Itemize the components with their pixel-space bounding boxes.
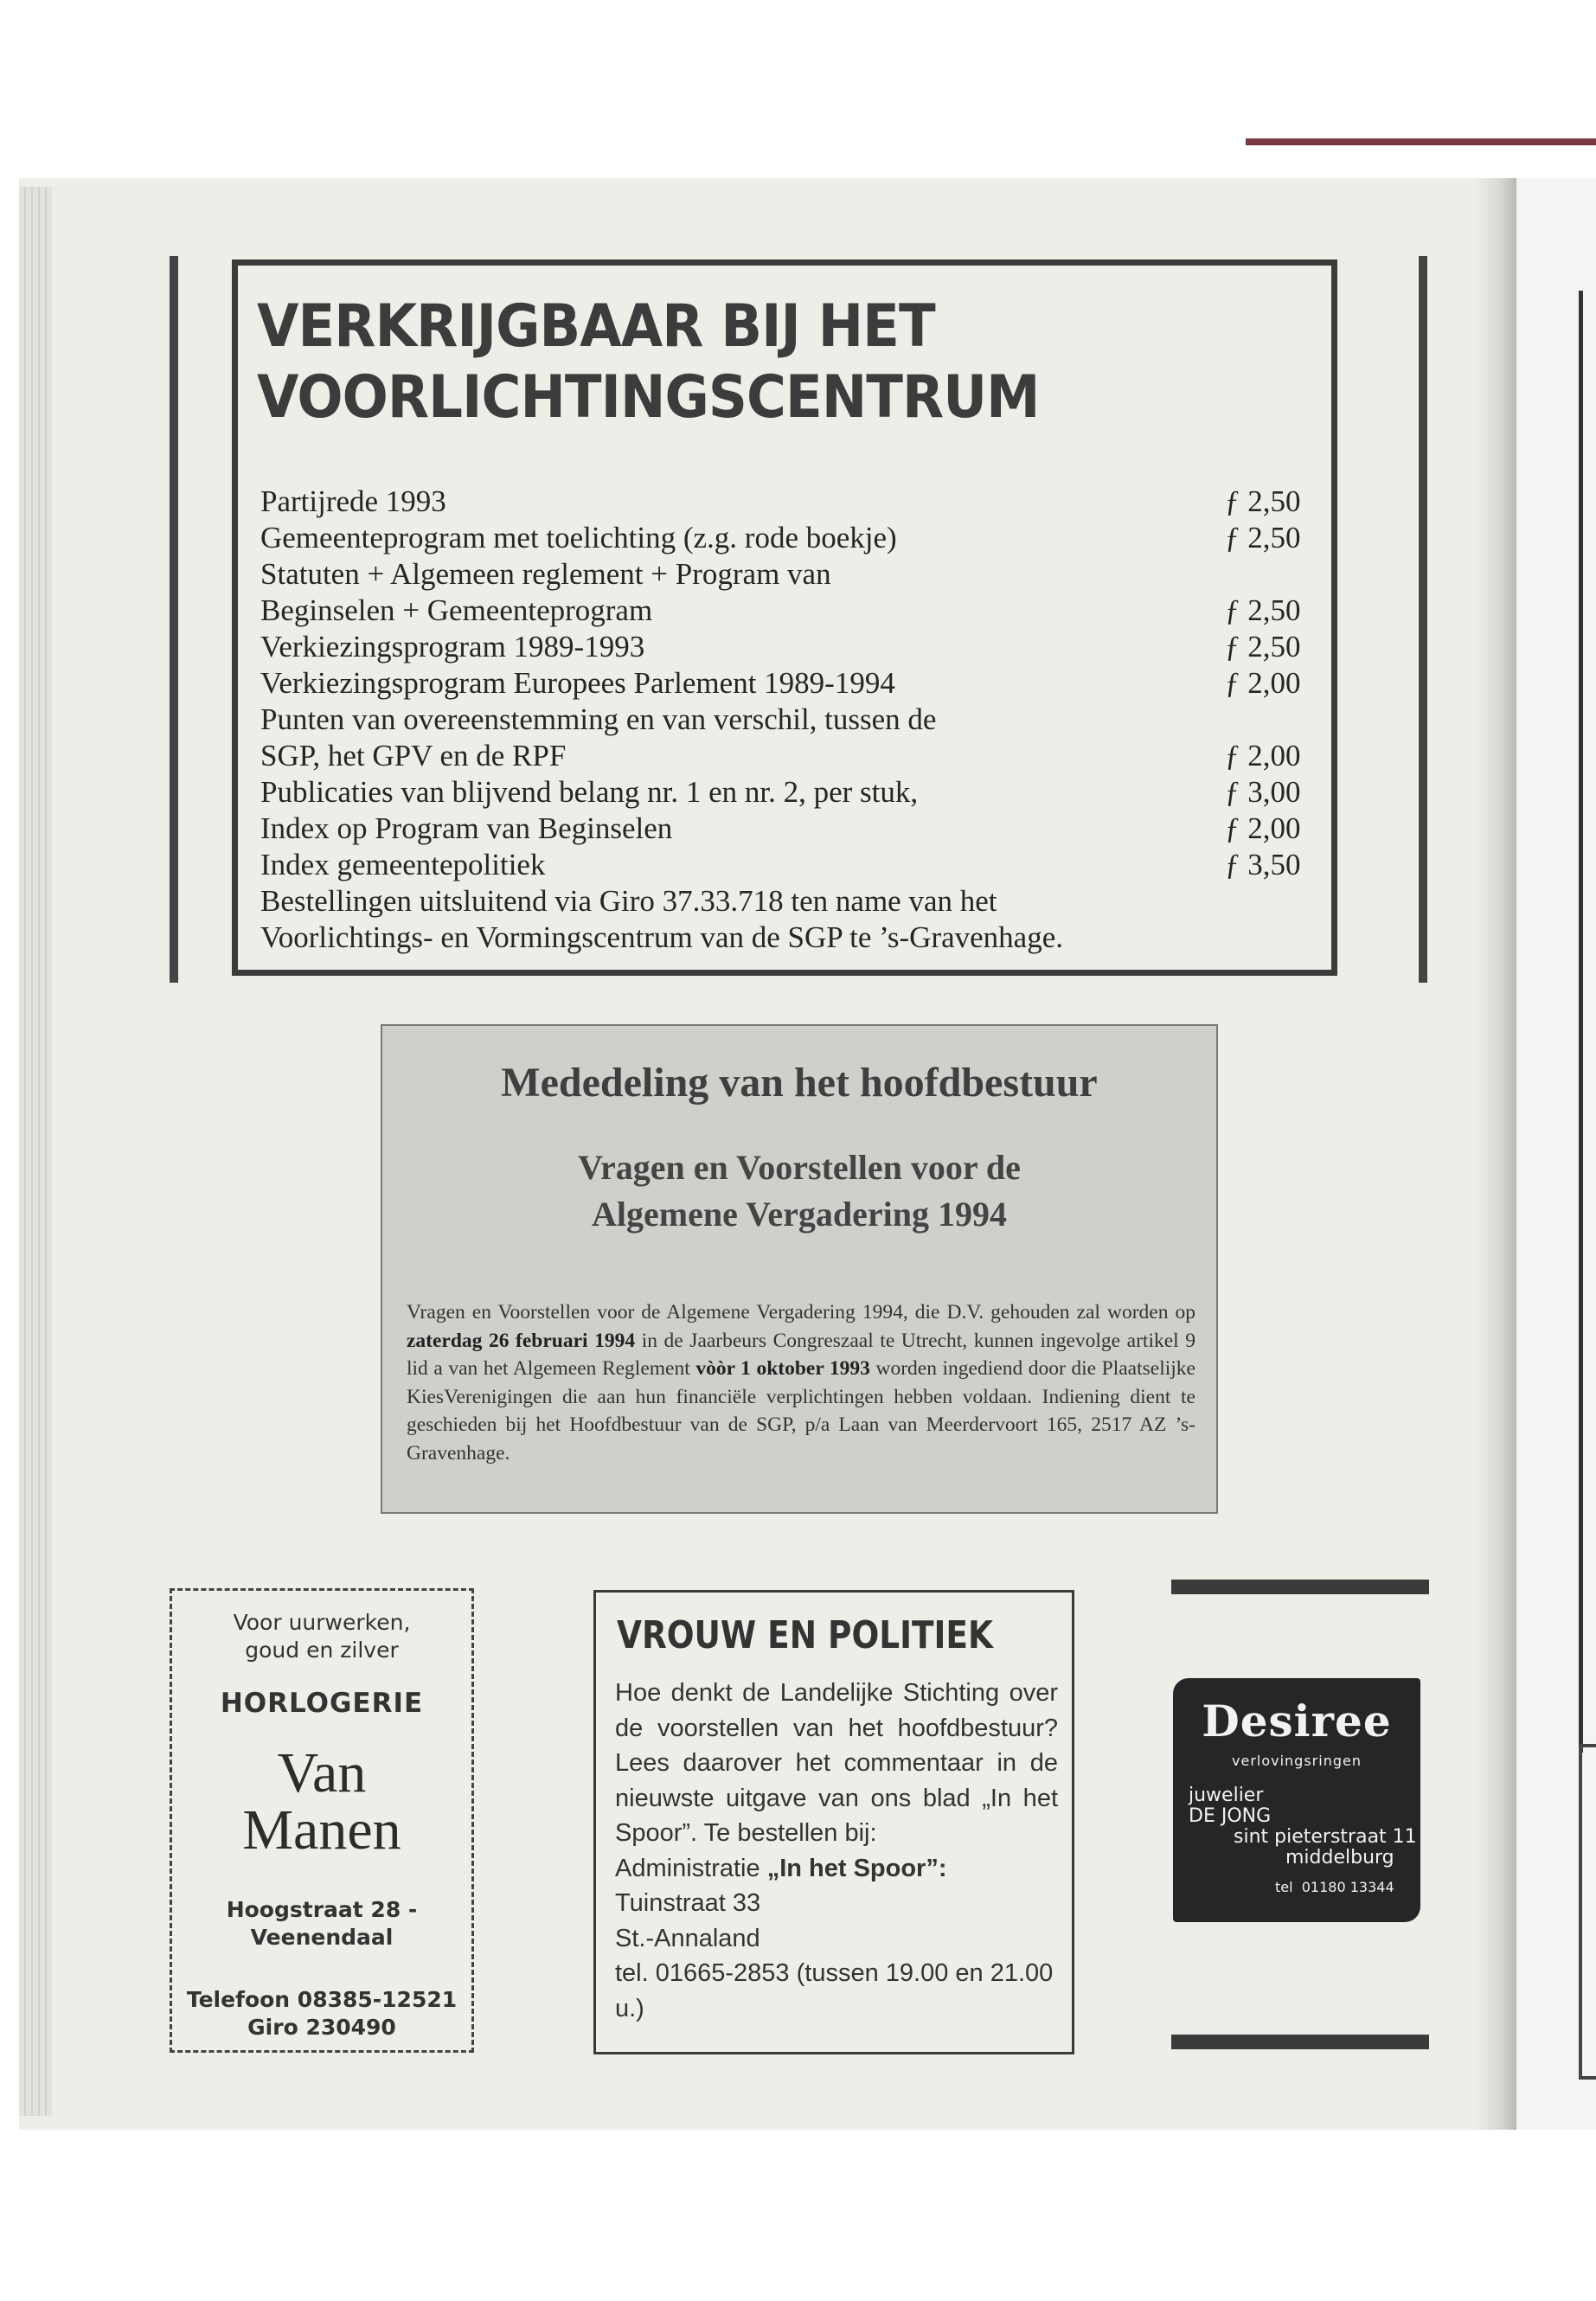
price-list-item bbox=[260, 593, 1342, 629]
desiree-ad bbox=[1173, 1678, 1420, 1922]
price-list-item-price: ƒ 2,00 bbox=[1225, 811, 1301, 845]
price-list-item-text: Partijrede 1993 bbox=[260, 484, 446, 518]
desiree-line2: DE JONG bbox=[1189, 1805, 1272, 1827]
price-list-item-price: ƒ 2,50 bbox=[1225, 521, 1301, 554]
price-list-item bbox=[260, 484, 1342, 520]
horlogerie-name-line2: Manen bbox=[242, 1798, 401, 1862]
price-list bbox=[260, 484, 1342, 956]
price-list-item-text: Statuten + Algemeen reglement + Program van bbox=[260, 557, 831, 591]
desiree-top-rule bbox=[1171, 1580, 1429, 1594]
desiree-bottom-rule bbox=[1171, 2035, 1429, 2049]
left-column-rule bbox=[170, 256, 178, 983]
right-column-rule bbox=[1419, 256, 1427, 983]
price-list-item-price: ƒ 2,00 bbox=[1225, 739, 1301, 772]
price-list-item bbox=[260, 665, 1342, 702]
price-list-item bbox=[260, 629, 1342, 665]
horlogerie-ad bbox=[170, 1588, 474, 2053]
vrouw-title: VROUW EN POLITIEK bbox=[617, 1613, 993, 1657]
desiree-line3: sint pieterstraat 11 bbox=[1234, 1826, 1417, 1848]
price-list-item-text: Gemeenteprogram met toelichting (z.g. rode boekje) bbox=[260, 521, 897, 554]
book-gutter bbox=[1475, 178, 1516, 2130]
desiree-phone: tel 01180 13344 bbox=[1275, 1879, 1394, 1895]
price-list-item bbox=[260, 847, 1342, 883]
vrouw-city: St.-Annaland bbox=[615, 1924, 760, 1952]
next-page-box bbox=[1579, 1744, 1596, 2080]
mededeling-subtitle-line1: Vragen en Voorstellen voor de bbox=[578, 1148, 1021, 1187]
vrouw-phone: tel. 01665-2853 (tussen 19.00 en 21.00 u.) bbox=[615, 1959, 1054, 2022]
horlogerie-giro: Giro 230490 bbox=[247, 2015, 396, 2040]
price-list-item-price: ƒ 2,50 bbox=[1225, 484, 1301, 518]
horlogerie-intro-line2: goud en zilver bbox=[245, 1638, 399, 1663]
page-edges bbox=[19, 187, 52, 2116]
price-list-item bbox=[260, 556, 1342, 593]
horlogerie-name-line1: Van bbox=[277, 1741, 367, 1804]
price-list-item-text: Verkiezingsprogram 1989-1993 bbox=[260, 630, 645, 663]
next-page-rule bbox=[1579, 291, 1583, 1753]
price-list-item bbox=[260, 520, 1342, 556]
price-list-item bbox=[260, 738, 1342, 774]
price-list-item-price: ƒ 2,00 bbox=[1225, 666, 1301, 700]
price-list-item bbox=[260, 702, 1342, 738]
next-page-edge bbox=[1516, 178, 1596, 2130]
price-list-item bbox=[260, 774, 1342, 811]
desiree-subtitle: verlovingsringen bbox=[1232, 1753, 1362, 1769]
price-list-item-price: ƒ 2,50 bbox=[1225, 630, 1301, 663]
book-cover-edge bbox=[1246, 138, 1596, 145]
price-list-item-text: SGP, het GPV en de RPF bbox=[260, 739, 567, 772]
verkrijgbaar-ad bbox=[232, 260, 1337, 976]
price-list-item-price: ƒ 3,50 bbox=[1225, 848, 1301, 881]
price-list-item-text: Verkiezingsprogram Europees Parlement 1989-1994 bbox=[260, 666, 895, 700]
desiree-line4: middelburg bbox=[1285, 1847, 1394, 1868]
vrouw-admin: Administratie „In het Spoor”: bbox=[615, 1854, 947, 1882]
price-list-item-price bbox=[1225, 702, 1342, 738]
price-list-item-text: Index gemeentepolitiek bbox=[260, 848, 546, 881]
vrouw-body bbox=[615, 1676, 1058, 2026]
order-note: Bestellingen uitsluitend via Giro 37.33.718 ten name van het Voorlichtings- en Vormingscentrum van de SGP te ’s-Gravenhage. bbox=[260, 884, 1063, 954]
horlogerie-address-line1: Hoogstraat 28 - bbox=[226, 1897, 418, 1922]
horlogerie-intro-line1: Voor uurwerken, bbox=[233, 1610, 411, 1635]
desiree-name: Desiree bbox=[1202, 1695, 1392, 1747]
mededeling-body: Vragen en Voorstellen voor de Algemene Vergadering 1994, die D.V. gehouden zal worden op zaterdag 26 februari 1994 in de Jaarbeurs Congreszaal te Utrecht, kunnen ingevolge artikel 9 lid a van het Algemeen Reglement vòòr 1 oktober 1993 worden ingediend door die Plaatselijke KiesVerenigingen die aan hun financiële verplichtingen hebben voldaan. Indiening dient te geschieden bij het Hoofdbestuur van de SGP, p/a Laan van Meerdervoort 165, 2517 AZ ’s-Gravenhage. bbox=[407, 1301, 1195, 1465]
price-list-item-text: Beginselen + Gemeenteprogram bbox=[260, 593, 653, 627]
horlogerie-address-line2: Veenendaal bbox=[250, 1925, 394, 1950]
ad-title: VERKRIJGBAAR BIJ HET VOORLICHTINGSCENTRUM bbox=[257, 292, 1040, 432]
vrouw-street: Tuinstraat 33 bbox=[615, 1889, 761, 1917]
mededeling-title: Mededeling van het hoofdbestuur bbox=[501, 1060, 1098, 1106]
horlogerie-phone: Telefoon 08385-12521 bbox=[186, 1987, 458, 2012]
price-list-item-price bbox=[1225, 556, 1342, 593]
price-list-item-text: Publicaties van blijvend belang nr. 1 en nr. 2, per stuk, bbox=[260, 775, 919, 809]
price-list-item-price: ƒ 2,50 bbox=[1225, 593, 1301, 627]
vrouw-en-politiek-ad bbox=[593, 1590, 1074, 2054]
price-list-item-text: Index op Program van Beginselen bbox=[260, 811, 673, 845]
vrouw-text: Hoe denkt de Landelijke Stichting over de voorstellen van het hoofdbestuur? Lees daarover het commentaar in de nieuwste uitgave van ons blad „In het Spoor”. Te bestellen bij: bbox=[615, 1679, 1058, 1847]
price-list-item-text: Punten van overeenstemming en van verschil, tussen de bbox=[260, 702, 937, 736]
price-list-item bbox=[260, 811, 1342, 847]
horlogerie-brand: HORLOGERIE bbox=[220, 1688, 424, 1719]
desiree-line1: juwelier bbox=[1189, 1785, 1264, 1806]
mededeling-box bbox=[381, 1024, 1218, 1514]
price-list-item-price: ƒ 3,00 bbox=[1225, 775, 1301, 809]
mededeling-subtitle-line2: Algemene Vergadering 1994 bbox=[592, 1195, 1007, 1234]
